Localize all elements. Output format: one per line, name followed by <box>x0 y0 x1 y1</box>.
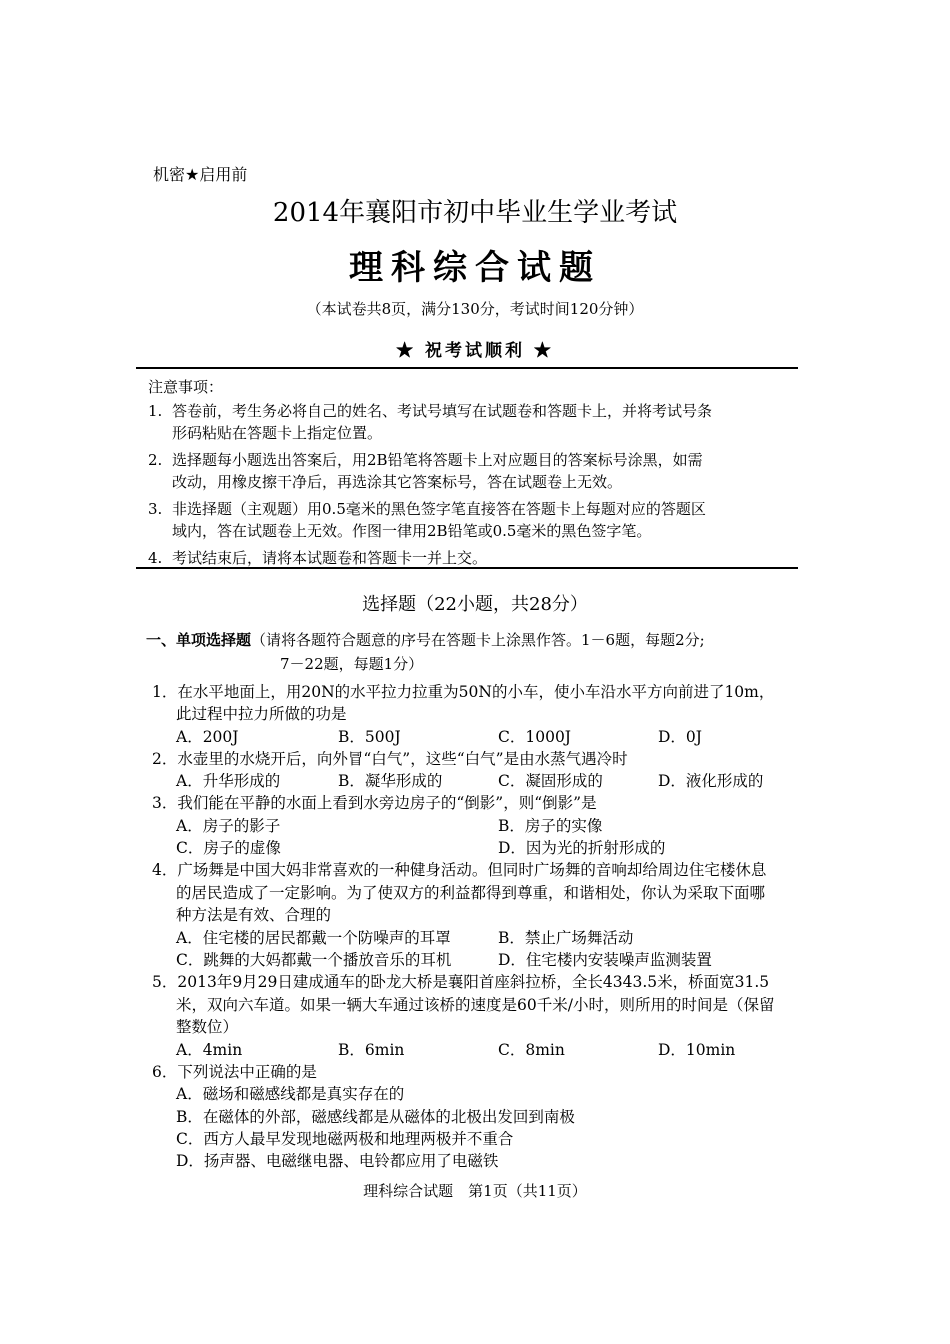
option-a: A．4min <box>176 1041 243 1059</box>
question-number: 1． <box>152 683 178 701</box>
question-5 <box>152 970 769 992</box>
note-item <box>148 498 706 519</box>
note-text: 选择题每小题选出答案后，用2B铅笔将答题卡上对应题目的答案标号涂黑，如需 <box>172 451 703 469</box>
option-c: C．房子的虚像 <box>176 839 281 857</box>
question-text-cont: 整数位） <box>176 1018 239 1036</box>
option-a: A．200J <box>176 728 239 746</box>
question-number: 6． <box>152 1063 178 1081</box>
option-c: C．凝固形成的 <box>498 772 603 790</box>
page-footer: 理科综合试题 第1页（共11页） <box>363 1182 587 1200</box>
divider-top <box>136 367 798 369</box>
note-text-cont: 域内，答在试题卷上无效。作图一律用2B铅笔或0.5毫米的黑色签字笔。 <box>172 522 652 540</box>
note-item <box>148 400 712 421</box>
note-text: 非选择题（主观题）用0.5毫米的黑色签字笔直接答在答题卡上每题对应的答题区 <box>172 500 706 518</box>
section-title: 选择题（22小题，共28分） <box>362 594 588 615</box>
note-number: 4. <box>148 549 163 567</box>
question-text: 广场舞是中国大妈非常喜欢的一种健身活动。但同时广场舞的音响却给周边住宅楼休息 <box>177 861 767 879</box>
note-number: 1. <box>148 402 163 420</box>
option-c: C．8min <box>498 1041 565 1059</box>
exam-subtitle: 理科综合试题 <box>349 248 601 288</box>
option-a: A．房子的影子 <box>176 817 281 835</box>
question-text-cont: 种方法是有效、合理的 <box>176 906 332 924</box>
option-a: A．住宅楼的居民都戴一个防噪声的耳罩 <box>176 929 451 947</box>
notes-title: 注意事项： <box>148 378 224 396</box>
option-c: C．西方人最早发现地磁两极和地理两极并不重合 <box>176 1130 514 1148</box>
question-text-cont: 米，双向六车道。如果一辆大车通过该桥的速度是60千米/小时，则所用的时间是（保留 <box>176 996 775 1014</box>
question-text-cont: 此过程中拉力所做的功是 <box>176 705 347 723</box>
option-d: D．因为光的折射形成的 <box>498 839 666 857</box>
option-b: B．500J <box>338 728 401 746</box>
option-b: B．禁止广场舞活动 <box>498 929 634 947</box>
part-desc-cont: 7－22题，每题1分） <box>280 655 424 673</box>
question-text-cont: 的居民造成了一定影响。为了使双方的利益都得到尊重，和谐相处，你认为采取下面哪 <box>176 884 766 902</box>
exam-info: （本试卷共8页，满分130分，考试时间120分钟） <box>306 300 644 318</box>
note-item <box>148 449 703 470</box>
note-item <box>148 547 487 568</box>
note-text: 答卷前，考生务必将自己的姓名、考试号填写在试题卷和答题卡上，并将考试号条 <box>172 402 713 420</box>
secret-label: 机密★启用前 <box>153 165 248 184</box>
divider-bottom <box>136 567 798 569</box>
option-c: C．跳舞的大妈都戴一个播放音乐的耳机 <box>176 951 452 969</box>
note-text: 考试结束后，请将本试题卷和答题卡一并上交。 <box>172 549 488 567</box>
option-d: D．住宅楼内安装噪声监测装置 <box>498 951 712 969</box>
option-d: D．10min <box>658 1041 736 1059</box>
question-2 <box>152 747 628 769</box>
question-number: 2． <box>152 750 178 768</box>
note-number: 3. <box>148 500 163 518</box>
note-text-cont: 形码粘贴在答题卡上指定位置。 <box>172 424 383 442</box>
option-b: B．凝华形成的 <box>338 772 443 790</box>
part-desc: （请将各题符合题意的序号在答题卡上涂黑作答。1－6题，每题2分; <box>251 631 705 649</box>
question-text: 下列说法中正确的是 <box>177 1063 317 1081</box>
question-text: 2013年9月29日建成通车的卧龙大桥是襄阳首座斜拉桥，全长4343.5米，桥面宽31.5 <box>177 973 770 991</box>
question-text: 我们能在平静的水面上看到水旁边房子的“倒影”，则“倒影”是 <box>177 794 597 812</box>
question-3 <box>152 791 597 813</box>
question-text: 在水平地面上，用20N的水平拉力拉重为50N的小车，使小车沿水平方向前进了10m， <box>177 683 775 701</box>
option-b: B．6min <box>338 1041 405 1059</box>
wish-text: ★ 祝考试顺利 ★ <box>396 341 554 361</box>
option-d: D．液化形成的 <box>658 772 764 790</box>
option-c: C．1000J <box>498 728 572 746</box>
note-number: 2. <box>148 451 163 469</box>
exam-title: 2014年襄阳市初中毕业生学业考试 <box>272 198 678 228</box>
option-b: B．在磁体的外部，磁感线都是从磁体的北极出发回到南极 <box>176 1108 575 1126</box>
option-b: B．房子的实像 <box>498 817 603 835</box>
question-number: 4． <box>152 861 178 879</box>
option-d: D．扬声器、电磁继电器、电铃都应用了电磁铁 <box>176 1152 499 1170</box>
question-6 <box>152 1060 317 1082</box>
part-heading <box>146 629 705 650</box>
option-a: A．升华形成的 <box>176 772 281 790</box>
option-a: A．磁场和磁感线都是真实存在的 <box>176 1085 405 1103</box>
option-d: D．0J <box>658 728 703 746</box>
question-4 <box>152 858 766 880</box>
note-text-cont: 改动，用橡皮擦干净后，再选涂其它答案标号，答在试题卷上无效。 <box>172 473 623 491</box>
question-text: 水壶里的水烧开后，向外冒“白气”，这些“白气”是由水蒸气遇冷时 <box>177 750 628 768</box>
part-label: 一、单项选择题 <box>146 631 252 649</box>
question-number: 3． <box>152 794 178 812</box>
question-1 <box>152 680 774 702</box>
question-number: 5． <box>152 973 178 991</box>
